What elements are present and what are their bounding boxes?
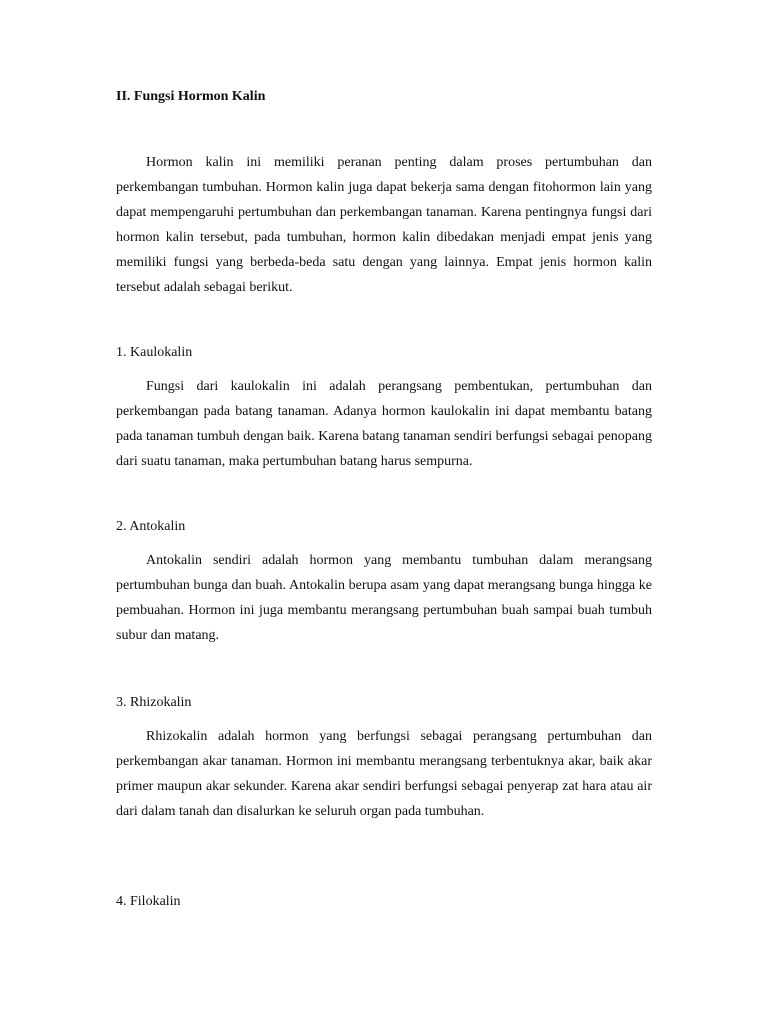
heading-filokalin: 4. Filokalin	[116, 894, 181, 909]
paragraph-kaulokalin: Fungsi dari kaulokalin ini adalah perangsang pembentukan, pertumbuhan dan perkembangan pada batang tanaman. Adanya hormon kaulokalin ini dapat membantu batang pada tanaman tumbuh dengan baik. Karena batang tanaman sendiri berfungsi sebagai penopang dari suatu tanaman, maka pertumbuhan batang harus sempurna.	[116, 379, 652, 469]
heading-rhizokalin: 3. Rhizokalin	[116, 695, 192, 710]
paragraph-antokalin: Antokalin sendiri adalah hormon yang membantu tumbuhan dalam merangsang pertumbuhan bunga dan buah. Antokalin berupa asam yang dapat merangsang bunga hingga ke pembuahan. Hormon ini juga membantu merangsang pertumbuhan buah sampai buah tumbuh subur dan matang.	[116, 553, 652, 643]
heading-antokalin: 2. Antokalin	[116, 519, 186, 534]
section-title: II. Fungsi Hormon Kalin	[116, 89, 266, 104]
paragraph-rhizokalin: Rhizokalin adalah hormon yang berfungsi sebagai perangsang pertumbuhan dan perkembangan akar tanaman. Hormon ini membantu merangsang terbentuknya akar, baik akar primer maupun akar sekunder. Karena akar sendiri berfungsi sebagai penyerap zat hara atau air dari dalam tanah dan disalurkan ke seluruh organ pada tumbuhan.	[116, 729, 652, 819]
heading-kaulokalin: 1. Kaulokalin	[116, 345, 193, 360]
intro-paragraph: Hormon kalin ini memiliki peranan penting dalam proses pertumbuhan dan perkembangan tumbuhan. Hormon kalin juga dapat bekerja sama dengan fitohormon lain yang dapat mempengaruhi pertumbuhan dan perkembangan tanaman. Karena pentingnya fungsi dari hormon kalin tersebut, pada tumbuhan, hormon kalin dibedakan menjadi empat jenis yang memiliki fungsi yang berbeda-beda satu dengan yang lainnya. Empat jenis hormon kalin tersebut adalah sebagai berikut.	[116, 155, 652, 295]
